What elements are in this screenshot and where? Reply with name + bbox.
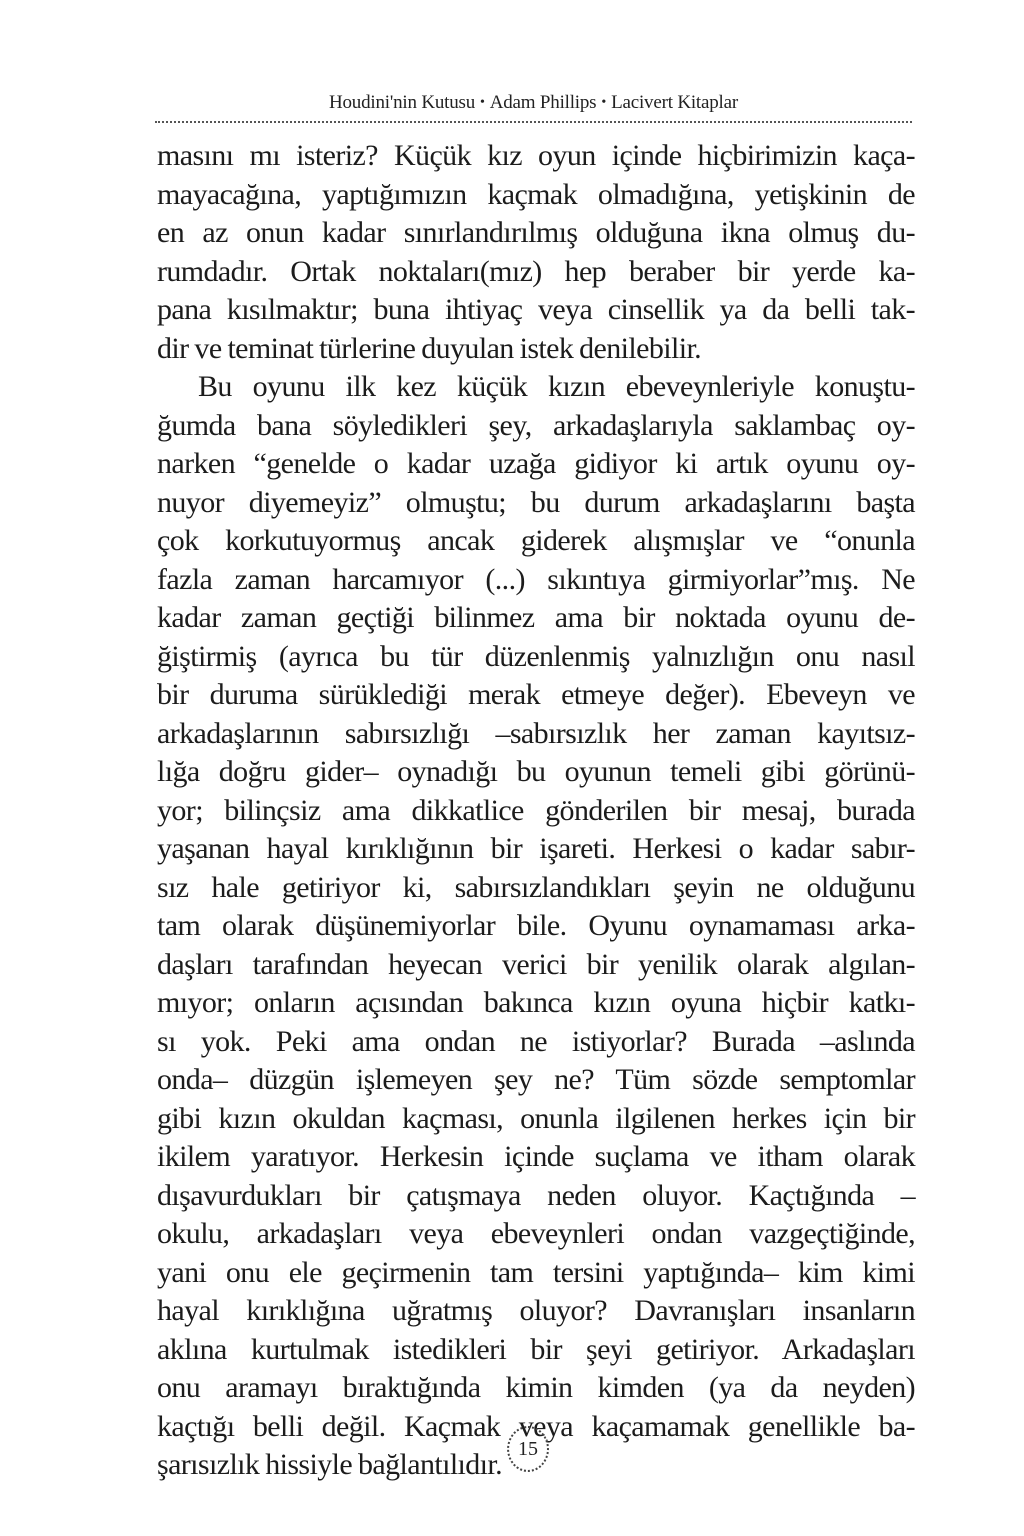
text-line: lığa doğru gider– oynadığı bu oyunun temeli gibi görünü-: [157, 755, 915, 788]
text-line: kaçtığı belli değil. Kaçmak veya kaçamamak genellikle ba-: [157, 1409, 915, 1443]
header-dotted-rule: [155, 121, 912, 123]
text-line: nuyor diyemeyiz” olmuştu; bu durum arkadaşlarını başta: [157, 485, 915, 519]
text-line: kadar zaman geçtiği bilinmez ama bir noktada oyunu de-: [157, 601, 915, 634]
text-line: arkadaşlarının sabırsızlığı –sabırsızlık her zaman kayıtsız-: [157, 716, 915, 750]
text-line: yani onu ele geçirmenin tam tersini yaptığında– kim kimi: [157, 1255, 915, 1289]
text-line: onda– düzgün işlemeyen şey ne? Tüm sözde semptomlar: [157, 1063, 915, 1096]
book-title: Houdini'nin Kutusu: [328, 92, 476, 113]
text-line: tam olarak düşünemiyorlar bile. Oyunu oynamaması arka-: [157, 909, 915, 942]
text-line: aklına kurtulmak istedikleri bir şeyi getiriyor. Arkadaşları: [157, 1332, 915, 1366]
text-line: yaşanan hayal kırıklığının bir işareti. Herkesi o kadar sabır-: [157, 832, 915, 865]
text-line: hayal kırıklığına uğratmış oluyor? Davranışları insanların: [157, 1294, 915, 1327]
text-line: dir ve teminat türlerine duyulan istek denilebilir.: [157, 331, 702, 365]
text-line: en az onun kadar sınırlandırılmış olduğuna ikna olmuş du-: [157, 216, 915, 249]
text-line: bir duruma sürüklediği merak etmeye değer). Ebeveyn ve: [157, 678, 915, 711]
publisher-name: Lacivert Kitaplar: [611, 92, 738, 113]
separator-dot: •: [601, 95, 607, 110]
text-line: onu aramayı bıraktığında kimin kimden (ya da neyden): [157, 1371, 915, 1404]
text-line: sı yok. Peki ama ondan ne istiyorlar? Burada –aslında: [157, 1024, 915, 1058]
paragraph-2: [157, 368, 915, 1485]
text-line: ikilem yaratıyor. Herkesin içinde suçlama ve itham olarak: [157, 1140, 915, 1173]
running-header: [155, 92, 912, 114]
text-line: yor; bilinçsiz ama dikkatlice gönderilen bir mesaj, burada: [157, 793, 915, 827]
text-line: Bu oyunu ilk kez küçük kızın ebeveynleriyle konuştu-: [198, 370, 915, 403]
author-name: Adam Phillips: [489, 92, 597, 113]
paragraph-1: [157, 137, 915, 368]
text-line: ğumda bana söyledikleri şey, arkadaşlarıyla saklambaç oy-: [157, 408, 915, 442]
text-line: fazla zaman harcamıyor (...) sıkıntıya girmiyorlar”mış. Ne: [157, 562, 915, 596]
text-line: mıyor; onların açısından bakınca kızın oyuna hiçbir katkı-: [157, 986, 915, 1019]
text-line: mayacağına, yaptığımızın kaçmak olmadığına, yetişkinin de: [157, 177, 915, 211]
text-line: daşları tarafından heyecan verici bir yenilik olarak algılan-: [157, 947, 915, 981]
body-text: [157, 137, 915, 1485]
text-line: çok korkutuyormuş ancak giderek alışmışlar ve “onunla: [157, 524, 915, 557]
text-line: pana kısılmaktır; buna ihtiyaç veya cinsellik ya da belli tak-: [157, 293, 915, 326]
text-line: narken “genelde o kadar uzağa gidiyor ki artık oyunu oy-: [157, 447, 915, 480]
text-line: gibi kızın okuldan kaçması, onunla ilgilenen herkes için bir: [157, 1101, 915, 1135]
text-line: dışavurdukları bir çatışmaya neden oluyor. Kaçtığında –: [157, 1178, 915, 1212]
text-line: rumdadır. Ortak noktaları(mız) hep beraber bir yerde ka-: [157, 254, 915, 288]
text-line: okulu, arkadaşları veya ebeveynleri ondan vazgeçtiğinde,: [157, 1217, 915, 1250]
text-line: ğiştirmiş (ayrıca bu tür düzenlenmiş yalnızlığın onu nasıl: [157, 639, 915, 673]
page-number: 15: [518, 1438, 538, 1460]
text-line: sız hale getiriyor ki, sabırsızlandıkları şeyin ne olduğunu: [157, 870, 915, 904]
text-line: masını mı isteriz? Küçük kız oyun içinde hiçbirimizin kaça-: [157, 139, 915, 172]
page-number-badge: [507, 1426, 549, 1472]
separator-dot: •: [480, 95, 485, 110]
text-line: şarısızlık hissiyle bağlantılıdır.: [157, 1448, 503, 1481]
